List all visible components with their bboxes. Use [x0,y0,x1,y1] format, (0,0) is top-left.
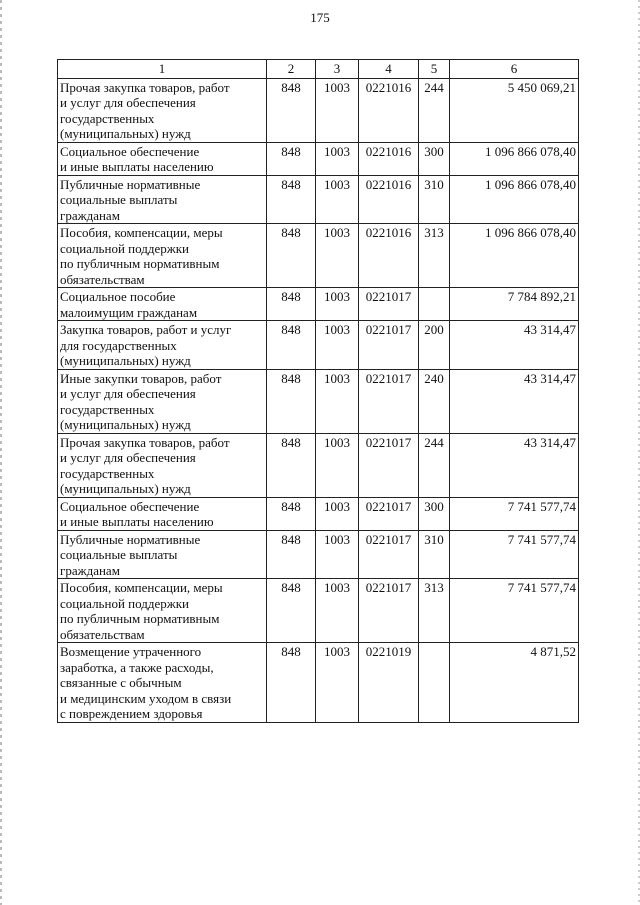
cell-target-code: 0221017 [359,579,419,643]
cell-section-code: 1003 [316,530,359,579]
cell-admin-code: 848 [267,288,316,321]
table-row [58,321,579,370]
cell-expense-type: 300 [419,142,450,175]
cell-expense-type: 310 [419,530,450,579]
cell-admin-code: 848 [267,321,316,370]
cell-admin-code: 848 [267,78,316,142]
cell-amount: 1 096 866 078,40 [450,142,579,175]
cell-expense-type: 310 [419,175,450,224]
row-label: Социальное обеспечение и иные выплаты населению [58,497,267,530]
cell-section-code: 1003 [316,497,359,530]
cell-admin-code: 848 [267,497,316,530]
cell-section-code: 1003 [316,288,359,321]
table-row [58,643,579,723]
scan-edge-left [0,0,2,905]
cell-section-code: 1003 [316,433,359,497]
cell-expense-type: 200 [419,321,450,370]
cell-target-code: 0221016 [359,142,419,175]
cell-amount: 43 314,47 [450,369,579,433]
budget-table [57,59,579,723]
cell-admin-code: 848 [267,224,316,288]
row-label: Прочая закупка товаров, работ и услуг для обеспечения государственных (муниципальных) нужд [58,78,267,142]
header-cell-1: 1 [58,60,267,79]
header-cell-2: 2 [267,60,316,79]
cell-expense-type: 244 [419,78,450,142]
table-row [58,78,579,142]
cell-target-code: 0221019 [359,643,419,723]
cell-amount: 7 741 577,74 [450,497,579,530]
cell-section-code: 1003 [316,175,359,224]
row-label: Прочая закупка товаров, работ и услуг для обеспечения государственных (муниципальных) нужд [58,433,267,497]
header-row [58,60,579,79]
cell-admin-code: 848 [267,643,316,723]
table-row [58,142,579,175]
cell-amount: 1 096 866 078,40 [450,175,579,224]
cell-admin-code: 848 [267,433,316,497]
cell-amount: 1 096 866 078,40 [450,224,579,288]
cell-section-code: 1003 [316,224,359,288]
table-row [58,369,579,433]
row-label: Пособия, компенсации, меры социальной поддержки по публичным нормативным обязательствам [58,224,267,288]
table-row [58,224,579,288]
page-number: 175 [310,10,330,25]
header-cell-6: 6 [450,60,579,79]
table-row [58,497,579,530]
cell-expense-type: 300 [419,497,450,530]
header-cell-4: 4 [359,60,419,79]
cell-target-code: 0221017 [359,530,419,579]
cell-section-code: 1003 [316,142,359,175]
cell-section-code: 1003 [316,369,359,433]
cell-target-code: 0221017 [359,433,419,497]
row-label: Социальное обеспечение и иные выплаты населению [58,142,267,175]
cell-target-code: 0221017 [359,321,419,370]
cell-expense-type: 240 [419,369,450,433]
row-label: Закупка товаров, работ и услуг для государственных (муниципальных) нужд [58,321,267,370]
cell-expense-type [419,643,450,723]
cell-target-code: 0221017 [359,369,419,433]
cell-expense-type: 244 [419,433,450,497]
row-label: Публичные нормативные социальные выплаты гражданам [58,530,267,579]
cell-expense-type: 313 [419,579,450,643]
cell-admin-code: 848 [267,369,316,433]
cell-expense-type [419,288,450,321]
header-cell-3: 3 [316,60,359,79]
cell-expense-type: 313 [419,224,450,288]
cell-target-code: 0221017 [359,288,419,321]
cell-amount: 7 741 577,74 [450,530,579,579]
cell-amount: 7 784 892,21 [450,288,579,321]
cell-section-code: 1003 [316,643,359,723]
row-label: Пособия, компенсации, меры социальной поддержки по публичным нормативным обязательствам [58,579,267,643]
row-label: Возмещение утраченного заработка, а также расходы, связанные с обычным и медицинским уходом в связи с повреждением здоровья [58,643,267,723]
cell-amount: 43 314,47 [450,433,579,497]
row-label: Публичные нормативные социальные выплаты гражданам [58,175,267,224]
table-row [58,433,579,497]
cell-target-code: 0221016 [359,78,419,142]
row-label: Иные закупки товаров, работ и услуг для обеспечения государственных (муниципальных) нужд [58,369,267,433]
cell-section-code: 1003 [316,78,359,142]
cell-amount: 5 450 069,21 [450,78,579,142]
header-cell-5: 5 [419,60,450,79]
cell-target-code: 0221016 [359,224,419,288]
cell-amount: 43 314,47 [450,321,579,370]
cell-admin-code: 848 [267,579,316,643]
row-label: Социальное пособие малоимущим гражданам [58,288,267,321]
cell-admin-code: 848 [267,175,316,224]
cell-amount: 7 741 577,74 [450,579,579,643]
table-row [58,530,579,579]
cell-admin-code: 848 [267,530,316,579]
table-row [58,288,579,321]
cell-target-code: 0221017 [359,497,419,530]
table-row [58,175,579,224]
cell-section-code: 1003 [316,321,359,370]
cell-target-code: 0221016 [359,175,419,224]
cell-admin-code: 848 [267,142,316,175]
cell-section-code: 1003 [316,579,359,643]
table-row [58,579,579,643]
cell-amount: 4 871,52 [450,643,579,723]
